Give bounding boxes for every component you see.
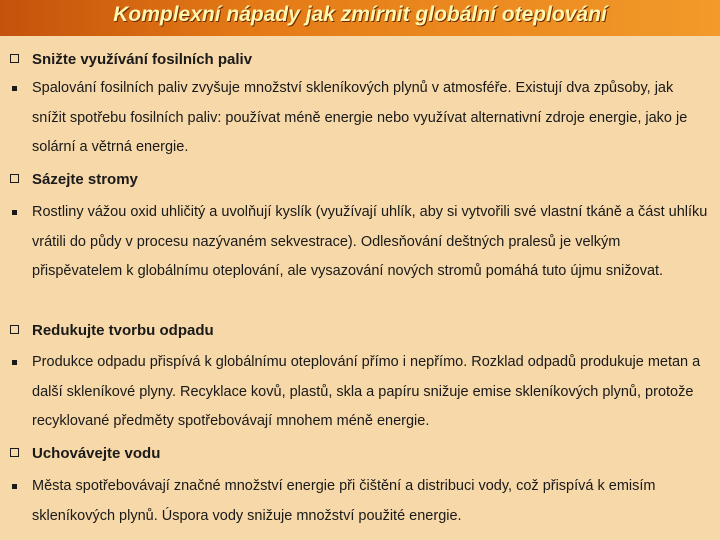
checkbox-bullet-icon [10, 448, 19, 457]
checkbox-bullet-icon [10, 54, 19, 63]
section-body [10, 348, 710, 437]
square-bullet-icon [12, 484, 17, 489]
section-body-text: Města spotřebovávají značné množství energie při čištění a distribuci vody, což přispívá k emisím skleníkových plynů. Úspora vody snižuje množství použité energie. [32, 478, 656, 524]
section-heading-text: Uchovávejte vodu [32, 445, 161, 462]
section-body [10, 472, 710, 531]
square-bullet-icon [12, 86, 17, 91]
checkbox-bullet-icon [10, 174, 19, 183]
section-body-text: Produkce odpadu přispívá k globálnímu oteplování přímo i nepřímo. Rozklad odpadů produkuje metan a další skleníkové plyny. Recyklace kovů, plastů, skla a papíru snižuje emise skleníkových plynů, protože recyklované předměty spotřebovávají mnohem méně energie. [32, 354, 701, 429]
checkbox-bullet-icon [10, 325, 19, 334]
section-body [10, 198, 710, 287]
square-bullet-icon [12, 210, 17, 215]
slide-content [0, 36, 720, 540]
square-bullet-icon [12, 360, 17, 365]
section-body-text: Rostliny vážou oxid uhličitý a uvolňují kyslík (využívají uhlík, aby si vytvořili své vlastní tkáně a část uhlíku vrátili do půdy v procesu nazývaném sekvestrace). Odlesňování deštných pralesů je velkým přispěvatelem k globálnímu oteplování, ale vysazování nových stromů pomáhá tuto újmu snižovat. [32, 204, 708, 279]
section-heading-text: Redukujte tvorbu odpadu [32, 322, 214, 339]
section-heading-text: Sázejte stromy [32, 171, 138, 188]
section-heading-text: Snižte využívání fosilních paliv [32, 51, 253, 68]
slide-title: Komplexní nápady jak zmírnit globální oteplování [113, 3, 607, 26]
section-body [10, 74, 710, 163]
section-body-text: Spalování fosilních paliv zvyšuje množství skleníkových plynů v atmosféře. Existují dva způsoby, jak snížit spotřebu fosilních paliv: používat méně energie nebo využívat alternativní zdroje energie, jako je solární a větrná energie. [32, 80, 688, 155]
